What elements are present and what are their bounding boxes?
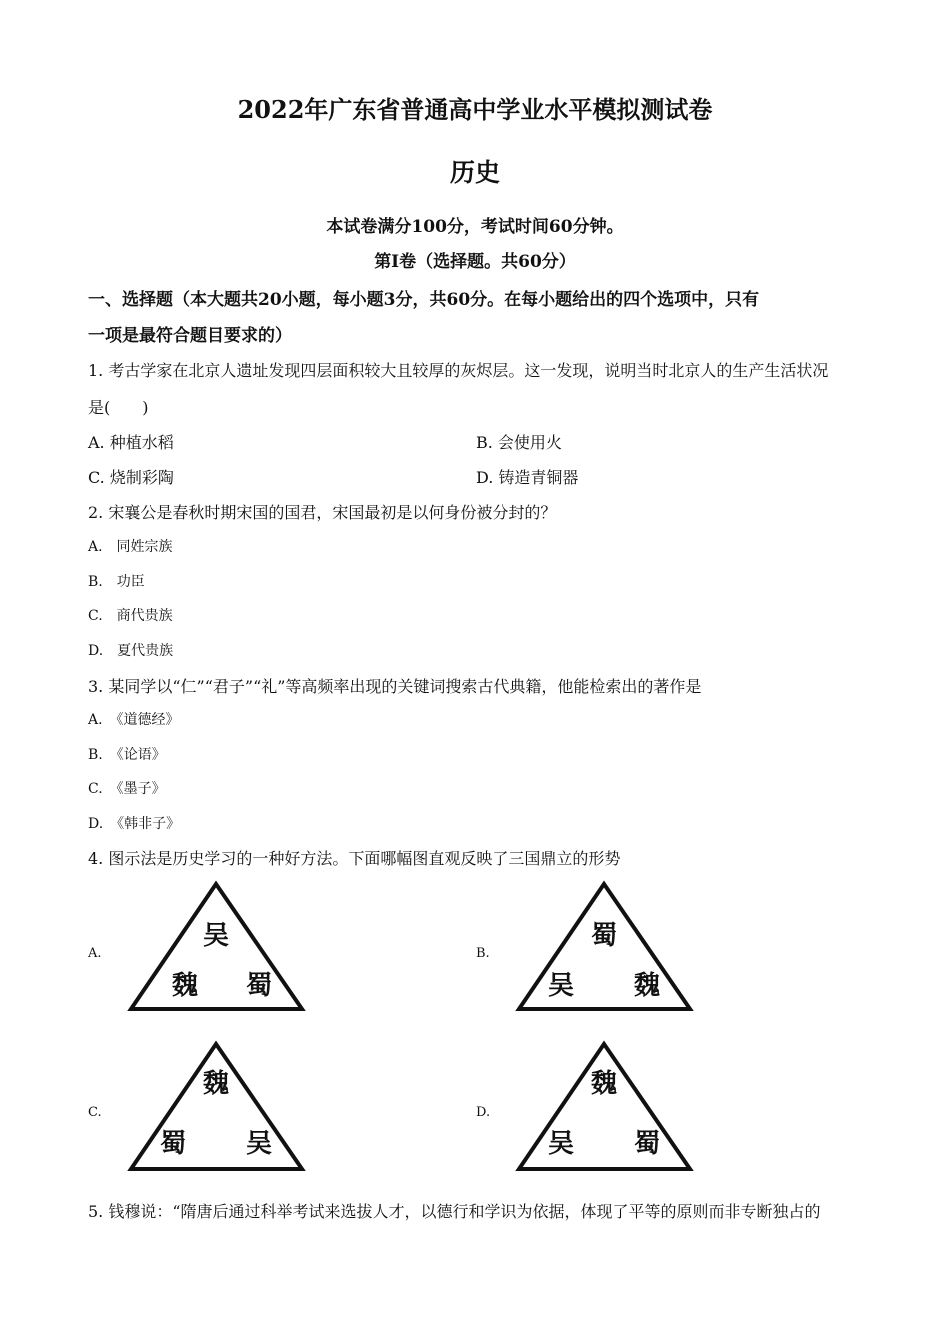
figure-a-right-label: 蜀 [245, 971, 273, 1001]
question-2-stem: 2. 宋襄公是春秋时期宋国的国君，宋国最初是以何身份被分封的？ [88, 503, 557, 522]
figure-a-top-label: 吴 [202, 921, 230, 951]
question-3-option-d: D. 《韩非子》 [88, 816, 181, 832]
question-2-option-c: C. 商代贵族 [88, 608, 173, 624]
question-4-stem: 4. 图示法是历史学习的一种好方法。下面哪幅图直观反映了三国鼎立的形势 [88, 849, 621, 868]
question-1-option-d: D. 铸造青铜器 [476, 468, 579, 487]
question-1-option-c: C. 烧制彩陶 [88, 468, 174, 487]
question-2-option-b: B. 功臣 [88, 574, 145, 590]
question-3-option-c: C. 《墨子》 [88, 781, 166, 797]
figure-a-label: A. [88, 946, 102, 961]
section-heading-line1: 一、选择题（本大题共20小题，每小题3分，共60分。在每小题给出的四个选项中，只有 [88, 290, 760, 310]
question-3-option-b: B. 《论语》 [88, 747, 166, 763]
figure-b-right-label: 魏 [633, 971, 661, 1001]
figure-c-left-label: 蜀 [159, 1129, 187, 1159]
figure-a-triangle-diagram [127, 878, 307, 1014]
question-3-option-a: A. 《道德经》 [88, 712, 180, 728]
figure-b-left-label: 吴 [547, 971, 575, 1001]
question-1-stem-cont: 是( ) [88, 398, 149, 417]
question-5-stem: 5. 钱穆说：“隋唐后通过科举考试来选拔人才，以德行和学识为依据，体现了平等的原则而非专断独占的 [88, 1202, 821, 1221]
figure-b-label: B. [476, 946, 490, 961]
exam-note: 本试卷满分100分，考试时间60分钟。 [326, 217, 624, 237]
figure-d-top-label: 魏 [590, 1069, 618, 1099]
figure-d-label: D. [476, 1105, 491, 1120]
figure-a-left-label: 魏 [171, 971, 199, 1001]
exam-title: 2022年广东省普通高中学业水平模拟测试卷 [237, 95, 713, 124]
figure-d-triangle-diagram [515, 1038, 695, 1174]
question-1-option-a: A. 种植水稻 [88, 433, 174, 452]
figure-c-triangle-diagram [127, 1038, 307, 1174]
figure-c-top-label: 魏 [202, 1069, 230, 1099]
figure-c-label: C. [88, 1105, 102, 1120]
figure-d-right-label: 蜀 [633, 1129, 661, 1159]
question-2-option-d: D. 夏代贵族 [88, 643, 174, 659]
part-heading: 第Ⅰ卷（选择题。共60分） [374, 252, 576, 272]
question-1-stem: 1. 考古学家在北京人遗址发现四层面积较大且较厚的灰烬层。这一发现，说明当时北京人的生产生活状况 [88, 361, 829, 380]
question-1-option-b: B. 会使用火 [476, 433, 562, 452]
figure-c-right-label: 吴 [245, 1129, 273, 1159]
subject-title: 历史 [449, 158, 500, 187]
figure-b-top-label: 蜀 [590, 921, 618, 951]
question-2-option-a: A. 同姓宗族 [88, 539, 173, 555]
figure-d-left-label: 吴 [547, 1129, 575, 1159]
section-heading-line2: 一项是最符合题目要求的） [88, 326, 292, 346]
figure-b-triangle-diagram [515, 878, 695, 1014]
question-3-stem: 3. 某同学以“仁”“君子”“礼”等高频率出现的关键词搜索古代典籍，他能检索出的著作是 [88, 677, 702, 696]
